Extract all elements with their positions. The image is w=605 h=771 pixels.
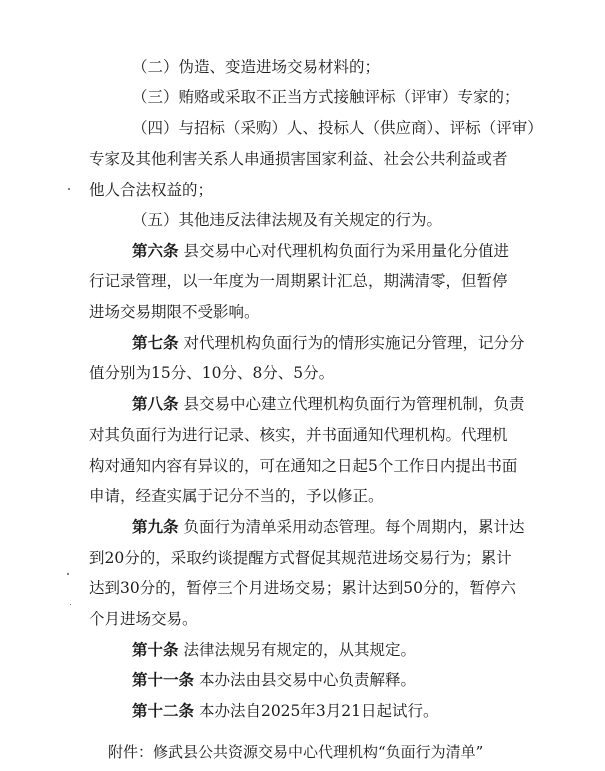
- clause-4-line-2: 专家及其他利害关系人串通损害国家利益、社会公共利益或者: [89, 150, 508, 168]
- clause-2: （二）伪造、变造进场交易材料的；: [132, 58, 381, 76]
- clause-3: （三）贿赂或采取不正当方式接触评标（评审）专家的；: [132, 88, 520, 106]
- article-6-text: 县交易中心对代理机构负面行为采用量化分值进: [183, 242, 509, 260]
- scan-speck: [68, 188, 70, 190]
- article-9-heading: 第九条: [132, 517, 179, 536]
- article-7-text: 对代理机构负面行为的情形实施记分管理，记分分: [183, 334, 525, 352]
- article-8-text: 县交易中心建立代理机构负面行为管理机制，负责: [183, 395, 525, 413]
- article-6-line-1: [132, 240, 605, 262]
- article-11-heading: 第十一条: [132, 670, 195, 689]
- article-10: [132, 639, 605, 661]
- article-11-text: 本办法由县交易中心负责解释。: [198, 671, 416, 689]
- article-9-line-2: 到20分的，采取约谈提醒方式督促其规范进场交易行为；累计: [89, 549, 512, 567]
- article-12: [132, 700, 605, 722]
- article-6-heading: 第六条: [132, 241, 179, 260]
- article-6-line-2: 行记录管理，以一年度为一周期累计汇总，期满清零，但暂停: [89, 272, 508, 290]
- scan-speck: [70, 604, 71, 605]
- article-7-line-2: 值分别为15分、10分、8分、5分。: [89, 364, 335, 382]
- article-9-text: 负面行为清单采用动态管理。每个周期内，累计达: [183, 518, 525, 536]
- clause-4-line-1: （四）与招标（采购）人、投标人（供应商）、评标（评审）: [132, 119, 543, 137]
- article-10-text: 法律法规另有规定的，从其规定。: [183, 641, 416, 659]
- article-9-line-4: 个月进场交易。: [89, 610, 198, 628]
- clause-4-line-3: 他人合法权益的；: [89, 181, 214, 199]
- article-6-line-3: 进场交易期限不受影响。: [89, 303, 260, 321]
- scan-speck: [67, 573, 69, 575]
- article-8-line-2: 对其负面行为进行记录、核实，并书面通知代理机构。代理机: [89, 426, 508, 444]
- article-12-heading: 第十二条: [132, 701, 195, 720]
- article-10-heading: 第十条: [132, 640, 179, 659]
- article-8-line-4: 申请，经查实属于记分不当的，予以修正。: [89, 487, 384, 505]
- clause-5: （五）其他违反法律法规及有关规定的行为。: [132, 211, 443, 229]
- article-9-line-1: [132, 516, 605, 538]
- article-9-line-3: 达到30分的，暂停三个月进场交易；累计达到50分的，暂停六: [89, 579, 516, 597]
- article-7-line-1: [132, 332, 605, 354]
- article-8-line-3: 构对通知内容有异议的，可在通知之日起5个工作日内提出书面: [89, 457, 518, 475]
- article-8-line-1: [132, 393, 605, 415]
- article-8-heading: 第八条: [132, 394, 179, 413]
- article-12-text: 本办法自2025年3月21日起试行。: [198, 702, 439, 720]
- article-7-heading: 第七条: [132, 333, 179, 352]
- article-11: [132, 669, 605, 691]
- attachment-note: 附件：修武县公共资源交易中心代理机构“负面行为清单”: [108, 743, 484, 761]
